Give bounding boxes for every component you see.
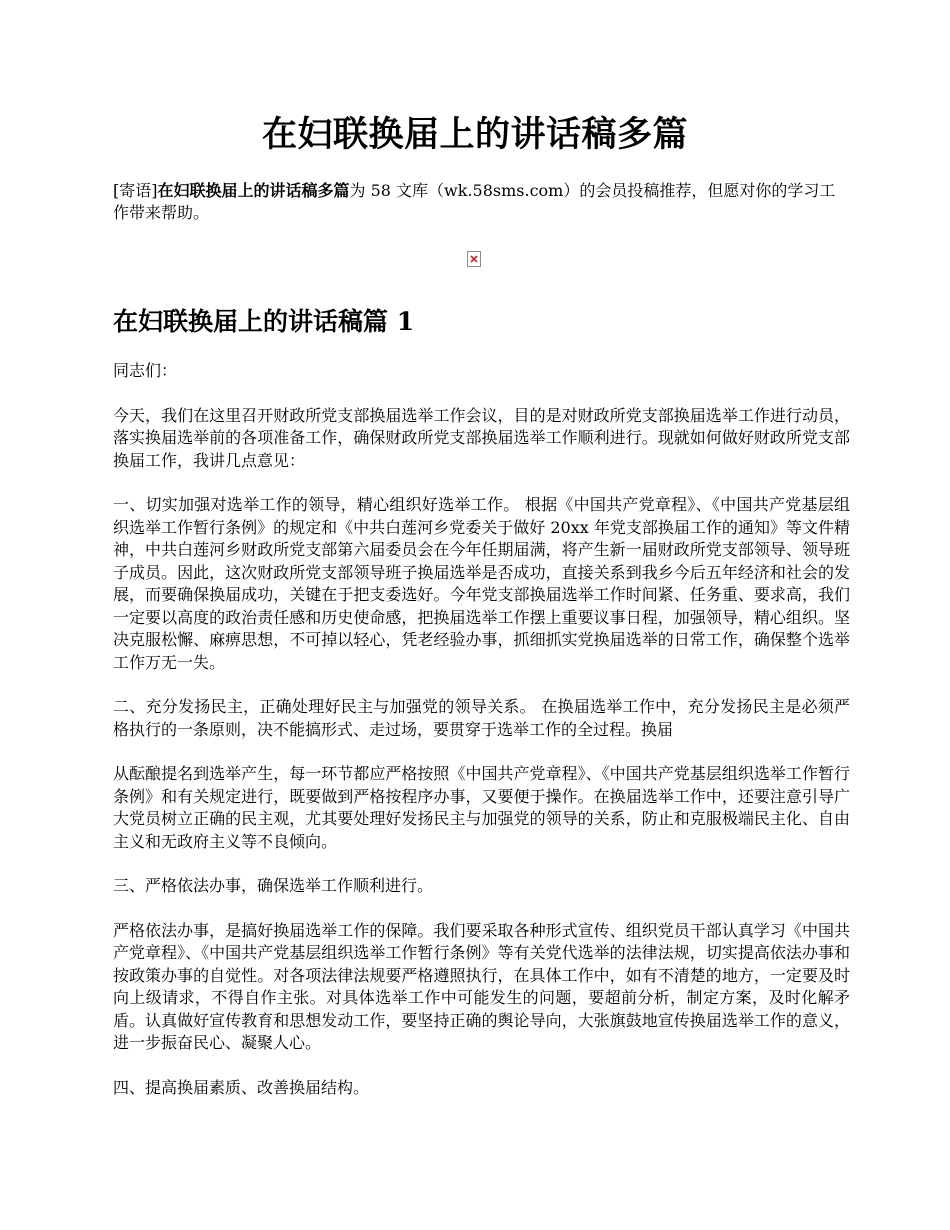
paragraph-point-2: 二、充分发扬民主，正确处理好民主与加强党的领导关系。 在换届选举工作中，充分发扬民主是必须严格执行的一条原则，决不能搞形式、走过场，要贯穿于选举工作的全过程。换届 (113, 697, 850, 739)
paragraph-opening: 今天，我们在这里召开财政所党支部换届选举工作会议，目的是对财政所党支部换届选举工作进行动员，落实换届选举前的各项准备工作，确保财政所党支部换届选举工作顺利进行。现就如何做好财政所党支部换届工作，我讲几点意见： (113, 405, 850, 470)
paragraph-point-3: 三、严格依法办事，确保选举工作顺利进行。 (113, 876, 434, 895)
document-body (113, 360, 850, 1121)
paragraph-point-1: 一、切实加强对选举工作的领导，精心组织好选举工作。 根据《中国共产党章程》、《中国共产党基层组织选举工作暂行条例》的规定和《中共白莲河乡党委关于做好 20xx 年党支部换届工作的通知》等文件精神，中共白莲河乡财政所党支部第六届委员会在今年任期届满，将产生新一届财政所党支部领导、领导班子成员。因此，这次财政所党支部领导班子换届选举是否成功，直接关系到我乡今后五年经济和社会的发展，而要确保换届成功，关键在于把支委选好。今年党支部换届选举工作时间紧、任务重、要求高，我们一定要以高度的政治责任感和历史使命感，把换届选举工作摆上重要议事日程，加强领导，精心组织。坚决克服松懈、麻痹思想，不可掉以轻心，凭老经验办事，抓细抓实党换届选举的日常工作，确保整个选举工作万无一失。 (113, 495, 850, 672)
paragraph-point-3-detail: 严格依法办事，是搞好换届选举工作的保障。我们要采取各种形式宣传、组织党员干部认真学习《中国共产党章程》、《中国共产党基层组织选举工作暂行条例》等有关党代选举的法律法规，切实提高依法办事和按政策办事的自觉性。对各项法律法规要严格遵照执行，在具体工作中，如有不清楚的地方，一定要及时向上级请求，不得自作主张。对具体选举工作中可能发生的问题，要超前分析，制定方案，及时化解矛盾。认真做好宣传教育和思想发动工作，要坚持正确的舆论导向，大张旗鼓地宣传换届选举工作的意义，进一步振奋民心、凝聚人心。 (113, 920, 850, 1052)
paragraph-point-2-continued: 从酝酿提名到选举产生，每一环节都应严格按照《中国共产党章程》、《中国共产党基层组织选举工作暂行条例》和有关规定进行，既要做到严格按程序办事，又要便于操作。在换届选举工作中，还要注意引导广大党员树立正确的民主观，尤其要处理好发扬民主与加强党的领导的关系，防止和克服极端民主化、自由主义和无政府主义等不良倾向。 (113, 764, 850, 851)
document-title: 在妇联换届上的讲话稿多篇 (261, 114, 688, 155)
intro-paragraph (113, 180, 837, 224)
section-heading: 在妇联换届上的讲话稿篇 1 (113, 307, 415, 336)
intro-suffix: 为 58 文库（wk.58sms.com）的会员投稿推荐，但愿对你的学习工作带来帮助。 (113, 181, 836, 222)
broken-image-icon (467, 251, 481, 267)
paragraph-greeting: 同志们： (113, 361, 178, 380)
intro-prefix: [寄语] (113, 181, 158, 200)
intro-bold-title: 在妇联换届上的讲话稿多篇 (157, 181, 350, 200)
paragraph-point-4: 四、提高换届素质、改善换届结构。 (113, 1077, 370, 1097)
